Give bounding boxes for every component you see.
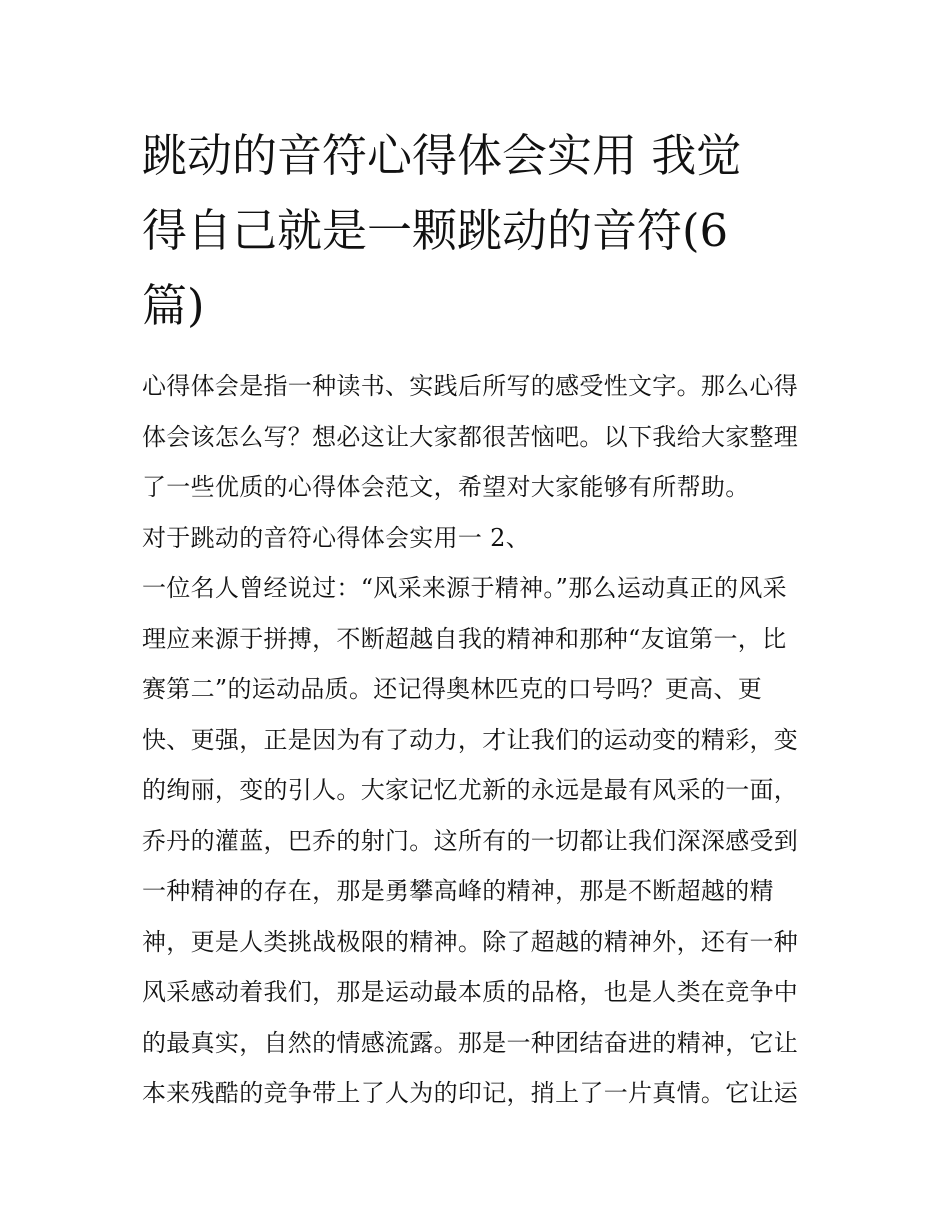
body-line-11: 一种精神的存在，那是勇攀高峰的精神，那是不断超越的精 [142,877,774,905]
body-line-7: 赛第二”的运动品质。还记得奥林匹克的口号吗？更高、更 [142,675,763,703]
section-heading-line: 对于跳动的音符心得体会实用一 2、 [142,523,530,552]
body-line-8: 快、更强，正是因为有了动力，才让我们的运动变的精彩，变 [142,725,799,754]
body-line-2: 体会该怎么写？想必这让大家都很苦恼吧。以下我给大家整理 [142,422,799,451]
title-line-1: 跳动的音符心得体会实用 我觉 [142,129,742,182]
document-title [142,118,814,343]
body-line-13: 风采感动着我们，那是运动最本质的品格，也是人类在竞争中 [142,978,799,1006]
body-line-5: 一位名人曾经说过：“风采来源于精神。”那么运动真正的风采 [142,574,787,602]
body-line-9: 的绚丽，变的引人。大家记忆尤新的永远是最有风采的一面， [142,776,799,804]
body-line-3: 了一些优质的心得体会范文，希望对大家能够有所帮助。 [142,473,750,501]
body-line-14: 的最真实，自然的情感流露。那是一种团结奋进的精神，它让 [142,1028,799,1057]
document-content [142,118,814,1119]
body-line-12: 神，更是人类挑战极限的精神。除了超越的精神外，还有一种 [142,927,799,956]
document-body [142,361,814,1119]
title-line-3: 篇) [142,279,205,332]
body-line-6: 理应来源于拼搏，不断超越自我的精神和那种“友谊第一，比 [142,624,787,653]
title-line-2: 得自己就是一颗跳动的音符(6 [142,204,729,257]
body-line-15: 本来残酷的竞争带上了人为的印记，捎上了一片真情。它让运 [142,1079,799,1107]
body-line-1: 心得体会是指一种读书、实践后所写的感受性文字。那么心得 [142,372,799,400]
body-line-10: 乔丹的灌蓝，巴乔的射门。这所有的一切都让我们深深感受到 [142,826,799,855]
